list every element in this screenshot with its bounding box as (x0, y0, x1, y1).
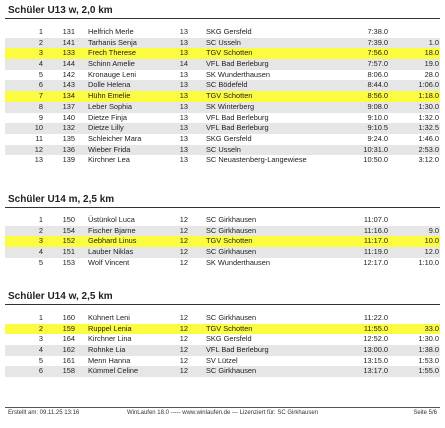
cell-time: 11:19.0 (363, 247, 388, 257)
cell-place: 4 (38, 59, 43, 69)
cell-club: SC Usseln (206, 144, 241, 154)
cell-time: 8:44.0 (367, 80, 388, 90)
cell-name: Wieber Frida (88, 144, 131, 154)
cell-name: Menn Hanna (88, 355, 131, 365)
result-row (5, 356, 440, 367)
cell-bib: 150 (62, 215, 75, 224)
cell-year: 13 (179, 91, 188, 101)
cell-year: 12 (179, 247, 188, 257)
cell-name: Leber Sophia (88, 101, 132, 111)
cell-diff: 28.0 (424, 69, 439, 79)
cell-club: VFL Bad Berleburg (206, 345, 269, 355)
results-section-u13w (0, 4, 445, 165)
cell-place: 13 (34, 155, 43, 165)
cell-club: SC Girkhausen (206, 313, 257, 322)
cell-time: 13:15.0 (363, 355, 388, 365)
cell-diff: 1:32.0 (418, 112, 439, 122)
cell-place: 5 (38, 355, 43, 365)
cell-bib: 161 (62, 355, 75, 365)
cell-time: 13:00.0 (363, 345, 388, 355)
cell-bib: 152 (62, 236, 75, 246)
cell-name: Dolle Helena (88, 80, 131, 90)
cell-place: 1 (38, 313, 43, 322)
cell-year: 12 (179, 257, 188, 267)
cell-place: 2 (38, 323, 43, 333)
cell-name: Kümmel Celine (88, 366, 139, 376)
cell-year: 13 (179, 155, 188, 165)
cell-time: 10:50.0 (363, 155, 388, 165)
cell-bib: 134 (62, 91, 75, 101)
software-license: WinLaufen 18.0 ----- www.winlaufen.de --- Lizenziert für: SC Girkhausen (126, 410, 319, 416)
cell-bib: 143 (62, 80, 75, 90)
cell-name: Kühnert Leni (88, 313, 130, 322)
cell-year: 12 (179, 313, 188, 322)
cell-year: 13 (179, 133, 188, 143)
cell-name: Kirchner Lea (88, 155, 130, 165)
cell-diff: 1:46.0 (418, 133, 439, 143)
cell-bib: 136 (62, 144, 75, 154)
cell-year: 13 (179, 101, 188, 111)
cell-place: 3 (38, 236, 43, 246)
cell-bib: 158 (62, 366, 75, 376)
result-row (5, 366, 440, 377)
cell-bib: 142 (62, 69, 75, 79)
cell-club: SKG Gersfeld (206, 27, 252, 36)
cell-club: SKG Gersfeld (206, 133, 252, 143)
results-table (5, 215, 440, 268)
cell-name: Fischer Bjarne (88, 225, 136, 235)
cell-diff: 1:38.0 (418, 345, 439, 355)
cell-club: TGV Schotten (206, 236, 253, 246)
cell-diff: 1:06.0 (418, 80, 439, 90)
cell-place: 6 (38, 366, 43, 376)
cell-club: SC Girkhausen (206, 215, 257, 224)
cell-place: 10 (34, 123, 43, 133)
result-row (5, 80, 440, 91)
cell-year: 12 (179, 355, 188, 365)
cell-year: 12 (179, 236, 188, 246)
section-rule (5, 207, 440, 208)
cell-diff: 1:18.0 (418, 91, 439, 101)
cell-name: Dietze Lilly (88, 123, 124, 133)
cell-diff: 1:10.0 (418, 257, 439, 267)
page-number: Seite 5/6 (413, 410, 437, 416)
cell-time: 7:56.0 (367, 48, 388, 58)
cell-year: 12 (179, 334, 188, 344)
section-rule (5, 304, 440, 305)
cell-bib: 162 (62, 345, 75, 355)
cell-name: Kronauge Leni (88, 69, 137, 79)
result-row (5, 134, 440, 145)
cell-time: 9:10.0 (367, 112, 388, 122)
cell-year: 13 (179, 112, 188, 122)
results-table (5, 27, 440, 166)
cell-name: Schinn Amelie (88, 59, 135, 69)
result-row (5, 27, 440, 38)
cell-bib: 133 (62, 48, 75, 58)
cell-club: SK Winterberg (206, 101, 255, 111)
cell-diff: 3:12.0 (418, 155, 439, 165)
page-footer (8, 410, 437, 420)
cell-place: 2 (38, 37, 43, 47)
cell-club: SC Girkhausen (206, 225, 257, 235)
cell-name: Hühn Emelie (88, 91, 131, 101)
cell-bib: 141 (62, 37, 75, 47)
cell-year: 13 (179, 123, 188, 133)
cell-year: 13 (179, 48, 188, 58)
cell-club: TGV Schotten (206, 91, 253, 101)
results-table (5, 313, 440, 377)
result-row (5, 226, 440, 237)
cell-bib: 137 (62, 101, 75, 111)
cell-place: 1 (38, 215, 43, 224)
cell-club: SC Girkhausen (206, 247, 257, 257)
cell-place: 1 (38, 27, 43, 36)
cell-time: 9:08.0 (367, 101, 388, 111)
cell-time: 11:55.0 (363, 323, 388, 333)
cell-time: 11:22.0 (363, 313, 388, 322)
cell-club: VFL Bad Berleburg (206, 112, 269, 122)
cell-time: 11:17.0 (363, 236, 388, 246)
cell-bib: 159 (62, 323, 75, 333)
cell-club: SKG Gersfeld (206, 334, 252, 344)
cell-diff: 9.0 (428, 225, 439, 235)
result-row (5, 113, 440, 124)
cell-time: 12:52.0 (363, 334, 388, 344)
cell-diff: 1:55.0 (418, 366, 439, 376)
cell-diff: 1:53.0 (418, 355, 439, 365)
cell-year: 13 (179, 144, 188, 154)
cell-club: SV Lützel (206, 355, 238, 365)
cell-club: SC Usseln (206, 37, 241, 47)
cell-place: 5 (38, 257, 43, 267)
cell-place: 11 (35, 133, 43, 143)
created-date: Erstellt am: 09.11.25 13:16 (8, 410, 80, 416)
cell-name: Dietze Finja (88, 112, 128, 122)
result-row (5, 155, 440, 166)
cell-name: Gebhard Linus (88, 236, 137, 246)
cell-time: 7:38.0 (367, 27, 388, 36)
cell-bib: 153 (62, 257, 75, 267)
cell-name: Tarhanis Senja (88, 37, 137, 47)
cell-year: 12 (179, 366, 188, 376)
cell-bib: 160 (62, 313, 75, 322)
footer-rule (5, 407, 440, 408)
cell-club: SC Girkhausen (206, 366, 257, 376)
result-row (5, 145, 440, 156)
results-section-u14m (0, 193, 445, 267)
cell-diff: 1:30.0 (418, 101, 439, 111)
cell-place: 2 (38, 225, 43, 235)
section-title: Schüler U13 w, 2,0 km (8, 5, 113, 16)
section-title: Schüler U14 m, 2,5 km (8, 194, 115, 205)
result-row (5, 313, 440, 324)
cell-year: 13 (179, 27, 188, 36)
cell-diff: 1:32.5 (418, 123, 439, 133)
cell-year: 14 (179, 59, 188, 69)
cell-bib: 132 (62, 123, 75, 133)
result-row (5, 123, 440, 134)
cell-year: 13 (179, 80, 188, 90)
cell-bib: 154 (62, 225, 75, 235)
section-title: Schüler U14 w, 2,5 km (8, 291, 113, 302)
cell-name: Schleicher Mara (88, 133, 142, 143)
result-row (5, 258, 440, 269)
result-row (5, 70, 440, 81)
cell-time: 13:17.0 (363, 366, 388, 376)
cell-place: 12 (34, 144, 43, 154)
cell-year: 12 (179, 225, 188, 235)
section-rule (5, 18, 440, 19)
cell-place: 3 (38, 334, 43, 344)
cell-year: 13 (179, 37, 188, 47)
cell-time: 11:16.0 (363, 225, 388, 235)
result-row (5, 324, 440, 335)
cell-bib: 144 (62, 59, 75, 69)
cell-diff: 19.0 (424, 59, 439, 69)
cell-diff: 18.0 (424, 48, 439, 58)
cell-year: 12 (179, 215, 188, 224)
cell-name: Ruppel Lenia (88, 323, 132, 333)
cell-name: Rohnke Lia (88, 345, 126, 355)
cell-time: 8:06.0 (367, 69, 388, 79)
cell-name: Lauber Niklas (88, 247, 134, 257)
cell-time: 10:31.0 (363, 144, 388, 154)
cell-diff: 10.0 (424, 236, 439, 246)
cell-time: 7:39.0 (367, 37, 388, 47)
cell-club: SK Wunderthausen (206, 69, 270, 79)
result-row (5, 59, 440, 70)
cell-club: TGV Schotten (206, 48, 253, 58)
cell-name: Helfrich Merle (88, 27, 134, 36)
cell-time: 9:10.5 (367, 123, 388, 133)
cell-club: VFL Bad Berleburg (206, 59, 269, 69)
cell-diff: 33.0 (424, 323, 439, 333)
result-row (5, 247, 440, 258)
cell-club: SC Neuastenberg-Langewiese (206, 155, 307, 165)
cell-place: 4 (38, 247, 43, 257)
result-row (5, 38, 440, 49)
cell-club: TGV Schotten (206, 323, 253, 333)
cell-bib: 135 (62, 133, 75, 143)
results-section-u14w (0, 290, 445, 376)
cell-club: VFL Bad Berleburg (206, 123, 269, 133)
cell-place: 3 (38, 48, 43, 58)
cell-place: 7 (38, 91, 43, 101)
cell-diff: 12.0 (424, 247, 439, 257)
result-row (5, 48, 440, 59)
cell-name: Wolf Vincent (88, 257, 130, 267)
result-row (5, 345, 440, 356)
cell-year: 12 (179, 345, 188, 355)
cell-place: 4 (38, 345, 43, 355)
cell-name: Kirchner Lina (88, 334, 132, 344)
result-row (5, 236, 440, 247)
cell-diff: 2:53.0 (418, 144, 439, 154)
result-row (5, 334, 440, 345)
result-row (5, 215, 440, 226)
cell-diff: 1:30.0 (418, 334, 439, 344)
cell-time: 7:57.0 (367, 59, 388, 69)
cell-bib: 139 (62, 155, 75, 165)
result-row (5, 91, 440, 102)
result-row (5, 102, 440, 113)
cell-time: 8:56.0 (367, 91, 388, 101)
cell-place: 8 (38, 101, 43, 111)
cell-name: Üstünkol Luca (88, 215, 135, 224)
cell-bib: 164 (62, 334, 75, 344)
cell-year: 12 (179, 323, 188, 333)
cell-place: 9 (38, 112, 43, 122)
cell-club: SC Bödefeld (206, 80, 248, 90)
cell-bib: 131 (62, 27, 75, 36)
cell-diff: 1.0 (428, 37, 439, 47)
cell-place: 6 (38, 80, 43, 90)
cell-bib: 140 (62, 112, 75, 122)
cell-name: Frech Therese (88, 48, 136, 58)
cell-time: 9:24.0 (367, 133, 388, 143)
cell-time: 11:07.0 (363, 215, 388, 224)
cell-bib: 151 (62, 247, 75, 257)
cell-time: 12:17.0 (363, 257, 388, 267)
cell-year: 13 (179, 69, 188, 79)
cell-club: SK Wunderthausen (206, 257, 270, 267)
cell-place: 5 (38, 69, 43, 79)
